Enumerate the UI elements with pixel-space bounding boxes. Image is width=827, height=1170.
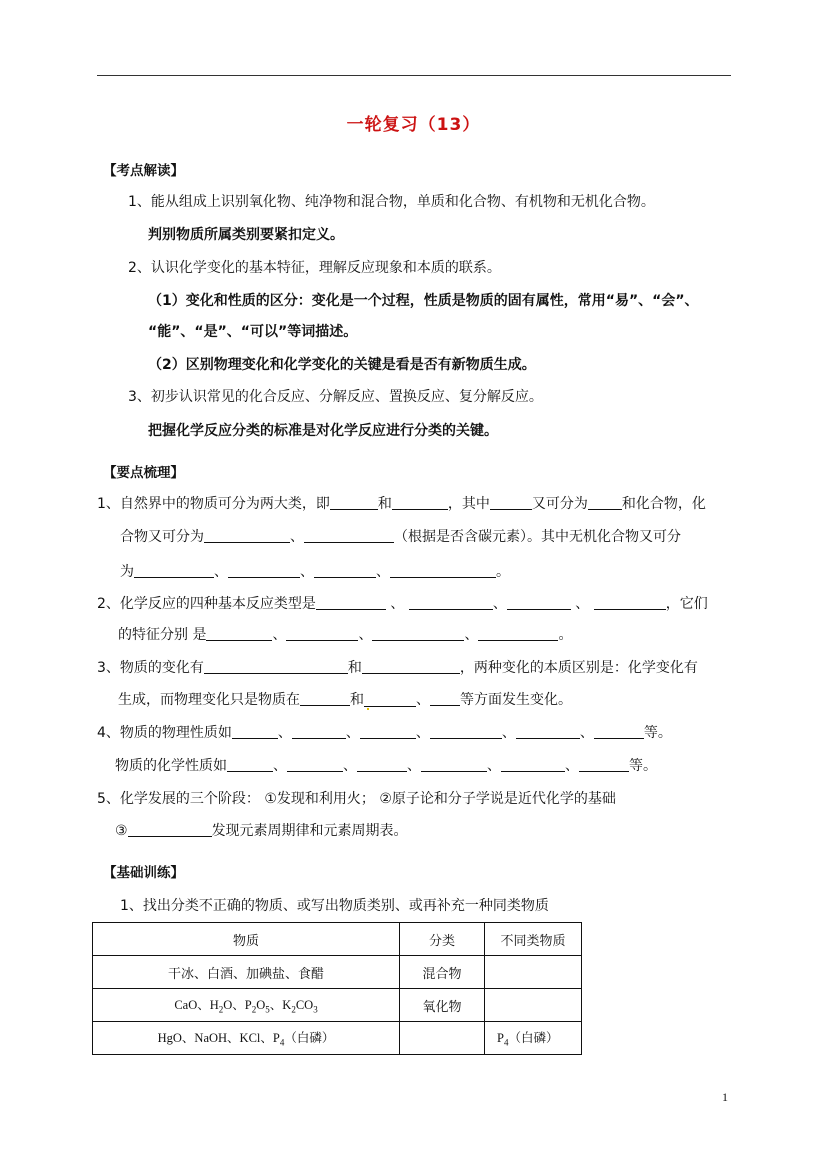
yaodian-q5-line1: 5、化学发展的三个阶段： ①发现和利用火； ②原子论和分子学说是近代化学的基础	[97, 791, 616, 807]
yaodian-q4-line2: 物质的化学性质如 、 、 、 、 、 等。	[115, 758, 657, 774]
page-number: 1	[722, 1090, 728, 1104]
answer-blank[interactable]	[286, 626, 358, 641]
answer-blank[interactable]	[292, 724, 346, 739]
table-row	[93, 1022, 582, 1055]
answer-blank[interactable]	[360, 724, 416, 739]
table-row	[93, 956, 582, 989]
yaodian-q1-line3: 为 、 、 、 。	[120, 564, 510, 580]
answer-blank[interactable]	[357, 757, 407, 772]
section-heading-kaodian: 【考点解读】	[103, 163, 184, 179]
table-header-cell: 物质	[93, 923, 400, 956]
answer-blank[interactable]	[409, 595, 493, 610]
answer-blank[interactable]	[362, 659, 460, 674]
answer-blank[interactable]	[579, 757, 629, 772]
answer-blank[interactable]	[304, 528, 394, 543]
substance-cell: 干冰、白酒、加碘盐、食醋	[93, 956, 400, 989]
table-header-cell: 分类	[400, 923, 485, 956]
kaodian-note-3: 把握化学反应分类的标准是对化学反应进行分类的关键。	[148, 423, 498, 439]
answer-blank[interactable]	[501, 757, 565, 772]
answer-blank[interactable]	[594, 724, 644, 739]
yaodian-q2-line1: 2、化学反应的四种基本反应类型是 、 、 、 ，它们	[97, 596, 708, 612]
yaodian-q1-line2: 合物又可分为 、 （根据是否含碳元素）。其中无机化合物又可分	[120, 529, 681, 545]
answer-blank[interactable]	[287, 757, 343, 772]
kaodian-note-2b: “能”、“是”、“可以”等词描述。	[148, 324, 358, 340]
yaodian-q3-line2: 生成，而物理变化只是物质在 和 、 等方面发生变化。	[118, 692, 572, 708]
answer-blank[interactable]	[516, 724, 580, 739]
answer-blank[interactable]	[430, 691, 460, 706]
answer-blank[interactable]	[430, 724, 502, 739]
answer-blank[interactable]	[314, 563, 376, 578]
category-cell: 氧化物	[400, 989, 485, 1022]
answer-blank[interactable]	[390, 563, 496, 578]
page-title: 一轮复习（13）	[346, 115, 481, 135]
answer-blank[interactable]	[128, 822, 212, 837]
answer-blank[interactable]	[227, 757, 273, 772]
yaodian-q2-line2: 的特征分别 是 、 、 、 。	[118, 627, 573, 643]
yaodian-q5-line2: ③ 发现元素周期律和元素周期表。	[115, 823, 408, 839]
answer-blank[interactable]	[232, 724, 278, 739]
answer-blank[interactable]	[588, 495, 622, 510]
answer-blank[interactable]	[507, 595, 571, 610]
section-heading-yaodian: 【要点梳理】	[103, 465, 184, 481]
answer-blank[interactable]	[228, 563, 300, 578]
answer-blank[interactable]	[364, 692, 416, 707]
yaodian-q4-line1: 4、物质的物理性质如 、 、 、 、 、 等。	[97, 725, 672, 741]
highlight-mark	[367, 708, 369, 710]
jichu-q1: 1、找出分类不正确的物质、或写出物质类别、或再补充一种同类物质	[120, 898, 549, 914]
answer-blank[interactable]	[134, 563, 214, 578]
answer-blank[interactable]	[330, 495, 378, 510]
substance-cell: CaO、$H_2O$、$P_2O_5$、$K_2CO_3$	[93, 989, 400, 1022]
category-cell[interactable]	[400, 1022, 485, 1055]
odd-substance-cell[interactable]	[485, 956, 582, 989]
section-heading-jichu: 【基础训练】	[103, 865, 184, 881]
answer-blank[interactable]	[206, 626, 272, 641]
yaodian-q3-line1: 3、物质的变化有 和 ，两种变化的本质区别是：化学变化有	[97, 660, 698, 676]
answer-blank[interactable]	[421, 757, 487, 772]
header-rule	[97, 75, 731, 76]
kaodian-note-1: 判别物质所属类别要紧扣定义。	[148, 227, 344, 243]
table-row	[93, 989, 582, 1022]
answer-blank[interactable]	[392, 495, 448, 510]
table-header-row	[93, 923, 582, 956]
answer-blank[interactable]	[204, 659, 348, 674]
answer-blank[interactable]	[490, 495, 532, 510]
classification-table	[92, 922, 582, 1055]
table-header-cell: 不同类物质	[485, 923, 582, 956]
answer-blank[interactable]	[478, 626, 558, 641]
kaodian-item-3: 3、初步认识常见的化合反应、分解反应、置换反应、复分解反应。	[128, 389, 543, 405]
answer-blank[interactable]	[204, 528, 290, 543]
answer-blank[interactable]	[372, 626, 464, 641]
kaodian-note-2a: （1）变化和性质的区分：变化是一个过程，性质是物质的固有属性，常用“易”、“会”、	[148, 293, 699, 309]
kaodian-note-2c: （2）区别物理变化和化学变化的关键是看是否有新物质生成。	[148, 357, 536, 373]
kaodian-item-1: 1、能从组成上识别氧化物、纯净物和混合物，单质和化合物、有机物和无机化合物。	[128, 194, 655, 210]
odd-substance-cell[interactable]	[485, 989, 582, 1022]
answer-blank[interactable]	[594, 595, 666, 610]
odd-substance-cell: $P_4$（白磷）	[485, 1022, 582, 1055]
substance-cell: HgO、NaOH、KCl、$P_4$（白磷）	[93, 1022, 400, 1055]
yaodian-q1-line1: 1、自然界中的物质可分为两大类，即 和 ，其中 又可分为 和化合物，化	[97, 496, 706, 512]
category-cell: 混合物	[400, 956, 485, 989]
answer-blank[interactable]	[316, 595, 386, 610]
answer-blank[interactable]	[300, 691, 350, 706]
kaodian-item-2: 2、认识化学变化的基本特征，理解反应现象和本质的联系。	[128, 260, 501, 276]
